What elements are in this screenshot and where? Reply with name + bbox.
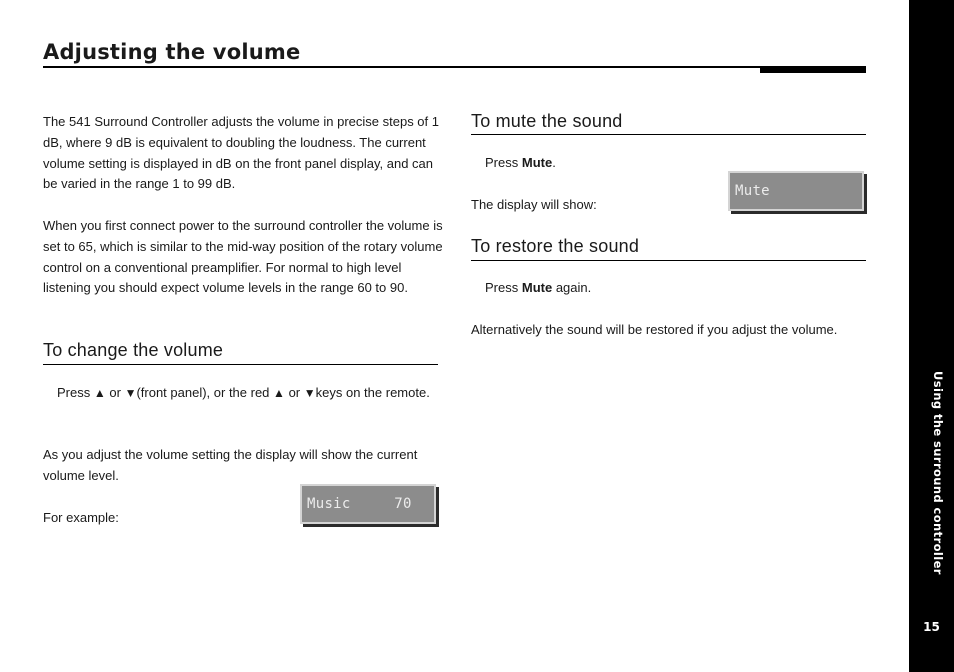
keys-remote-label: keys on the remote. xyxy=(315,385,430,400)
press-label: Press xyxy=(57,385,91,400)
or-label: or xyxy=(288,385,301,400)
restore-heading: To restore the sound xyxy=(471,236,640,256)
change-volume-heading: To change the volume xyxy=(43,340,224,360)
page-title: Adjusting the volume xyxy=(43,40,301,64)
restore-rule xyxy=(471,260,866,261)
mute-display: Mute xyxy=(728,171,864,211)
display-label: The display will show: xyxy=(471,197,597,212)
intro-paragraph-2: When you first connect power to the surround controller the volume is set to 65, which is similar to the mid-way position of the rotary volume control on a conventional preamplifier. For normal to high level listening you should expect volume levels in the range 60 to 90. xyxy=(43,218,443,296)
title-rule xyxy=(43,66,866,68)
adjust-paragraph: As you adjust the volume setting the display will show the current volume level. xyxy=(43,447,418,483)
example-label: For example: xyxy=(43,510,119,525)
up-arrow-icon: ▲ xyxy=(273,386,285,400)
mute-heading: To mute the sound xyxy=(471,111,623,131)
up-arrow-icon: ▲ xyxy=(93,386,106,400)
or-label: or xyxy=(109,385,121,400)
mute-key-label: Mute xyxy=(521,155,553,170)
volume-display: Music 70 xyxy=(300,484,436,524)
sidebar-section-label: Using the surround controller xyxy=(931,371,945,575)
down-arrow-icon: ▼ xyxy=(124,386,137,400)
down-arrow-icon: ▼ xyxy=(303,386,316,400)
mute-key-label: Mute xyxy=(521,280,553,295)
mute-rule xyxy=(471,134,866,135)
restore-alt-paragraph: Alternatively the sound will be restored if you adjust the volume. xyxy=(471,322,838,337)
period: . xyxy=(552,155,556,170)
title-rule-accent xyxy=(760,66,866,73)
restore-instruction xyxy=(485,278,591,299)
press-label: Press xyxy=(485,155,519,170)
change-volume-instruction xyxy=(57,383,432,404)
press-label: Press xyxy=(485,280,519,295)
mute-instruction xyxy=(485,153,556,174)
change-volume-rule xyxy=(43,364,438,365)
page-number: 15 xyxy=(923,620,940,634)
again-label: again. xyxy=(555,280,592,295)
intro-paragraph: The 541 Surround Controller adjusts the volume in precise steps of 1 dB, where 9 dB is equivalent to doubling the loudness. The current volume setting is displayed in dB on the front panel display, and can be varied in the range 1 to 99 dB. xyxy=(43,114,439,192)
front-panel-label: (front panel), or the red xyxy=(136,385,270,400)
